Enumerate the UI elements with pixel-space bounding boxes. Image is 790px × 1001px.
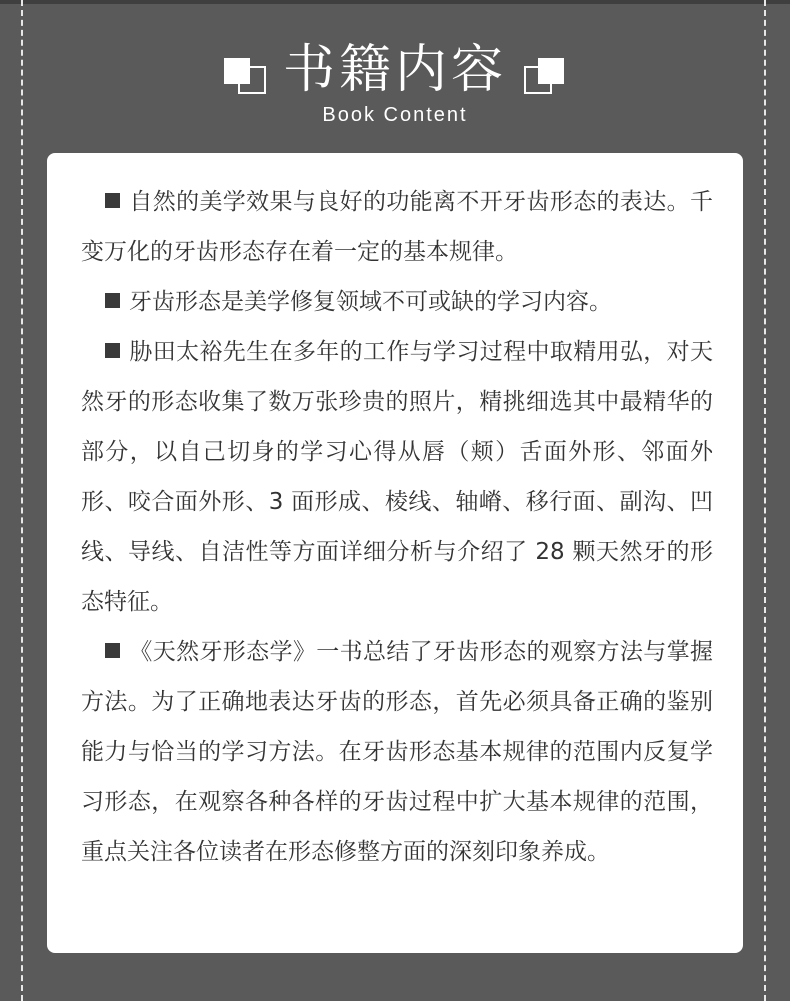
- square-bullet-icon: [105, 193, 120, 208]
- overlapping-squares-icon: [524, 58, 566, 94]
- paragraph-text: 《天然牙形态学》一书总结了牙齿形态的观察方法与掌握方法。为了正确地表达牙齿的形态，首先必须具备正确的鉴别能力与恰当的学习方法。在牙齿形态基本规律的范围内反复学习形态，在观察各种各样的牙齿过程中扩大基本规律的范围，重点关注各位读者在形态修整方面的深刻印象养成。: [81, 639, 713, 865]
- paragraph: [81, 277, 713, 327]
- section-title: 书籍内容: [282, 40, 507, 100]
- paragraph-text: 牙齿形态是美学修复领域不可或缺的学习内容。: [129, 289, 612, 315]
- top-border: [0, 0, 790, 4]
- book-content: [81, 177, 713, 877]
- content-card: [47, 153, 743, 953]
- left-dashed-border: [21, 0, 23, 1001]
- section-header: [0, 34, 790, 134]
- square-bullet-icon: [105, 643, 120, 658]
- section-subtitle: Book Content: [322, 104, 468, 126]
- paragraph-text: 自然的美学效果与良好的功能离不开牙齿形态的表达。千变万化的牙齿形态存在着一定的基本规律。: [81, 189, 713, 265]
- square-bullet-icon: [105, 343, 120, 358]
- paragraph: [81, 327, 713, 627]
- paragraph-text: 胁田太裕先生在多年的工作与学习过程中取精用弘，对天然牙的形态收集了数万张珍贵的照片，精挑细选其中最精华的部分，以自己切身的学习心得从唇（颊）舌面外形、邻面外形、咬合面外形、3 面形成、棱线、轴嵴、移行面、副沟、凹线、导线、自洁性等方面详细分析与介绍了 28 颗天然牙的形态特征。: [81, 339, 713, 615]
- right-dashed-border: [764, 0, 766, 1001]
- paragraph: [81, 177, 713, 277]
- square-bullet-icon: [105, 293, 120, 308]
- paragraph: [81, 627, 713, 877]
